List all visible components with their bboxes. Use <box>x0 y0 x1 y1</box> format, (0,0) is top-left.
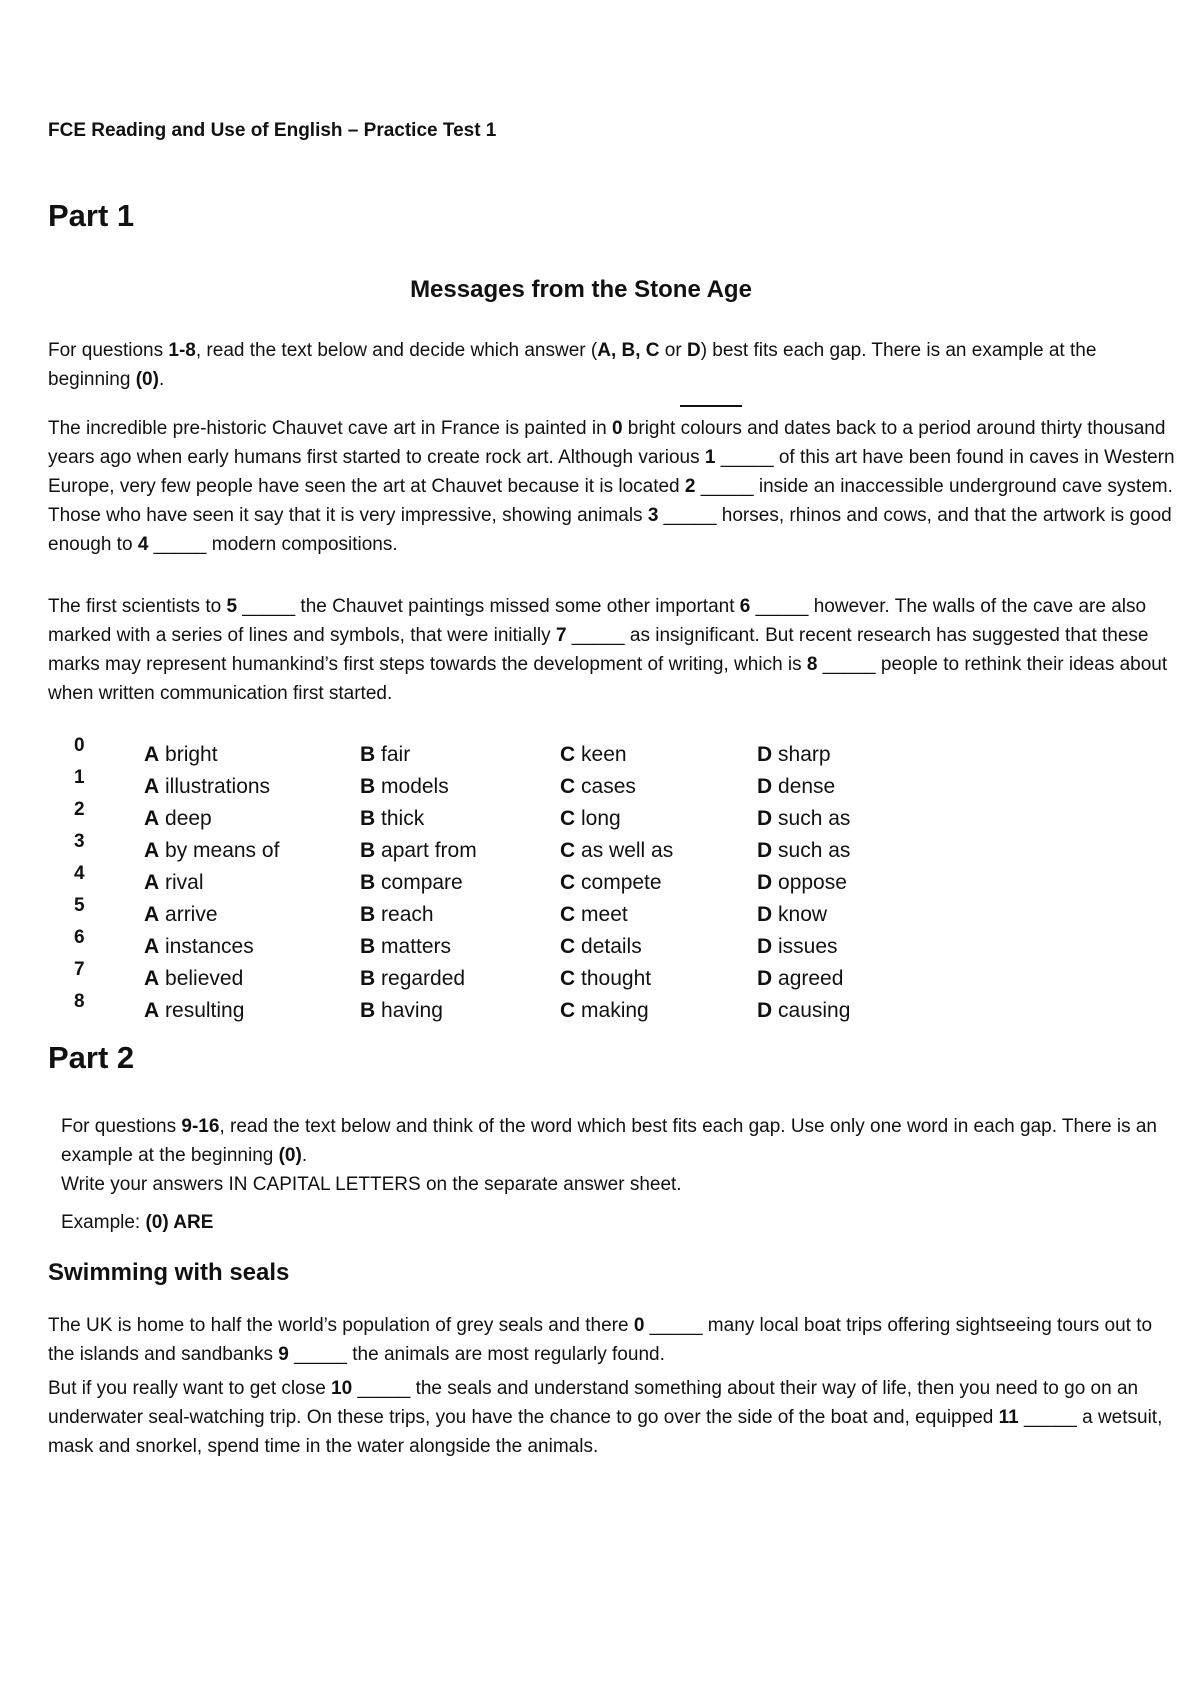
option-d: D oppose <box>757 871 847 894</box>
option-d: D issues <box>757 935 838 958</box>
question-number: 3 <box>74 831 85 852</box>
option-c: C cases <box>560 775 636 798</box>
part2-instructions: For questions 9-16, read the text below and think of the word which best fits each gap. Use only one word in each gap. There is an example at the beginning (0). Write your answers IN CAPITAL LETTERS on the separate answer sheet. <box>61 1116 1157 1195</box>
option-b: B having <box>360 999 443 1022</box>
part2-heading: Part 2 <box>48 1040 135 1075</box>
option-a: A instances <box>144 935 254 958</box>
option-d: D agreed <box>757 967 844 990</box>
option-a: A believed <box>144 967 244 990</box>
part1-story-title: Messages from the Stone Age <box>410 276 752 303</box>
part1-paragraph-2: The first scientists to 5 _____ the Chauvet paintings missed some other important 6 _____ however. The walls of the cave are also marked with a series of lines and symbols, that were initially 7 _____ as insignificant. But recent research has suggested that these marks may represent humankind’s first steps towards the development of writing, which is 8 _____ people to rethink their ideas about when written communication first started. <box>48 596 1168 704</box>
question-number-column <box>74 730 85 1018</box>
option-d: D sharp <box>757 743 831 766</box>
part1-paragraph-1: The incredible pre-historic Chauvet cave art in France is painted in 0 bright colours and dates back to a period around thirty thousand years ago when early humans first started to create rock art. Although various 1 _____ of this art have been found in caves in Western Europe, very few people have seen the art at Chauvet because it is located 2 _____ inside an inaccessible underground cave system. Those who have seen it say that it is very impressive, showing animals 3 _____ horses, rhinos and cows, and that the artwork is good enough to 4 _____ modern compositions. <box>48 418 1175 555</box>
option-b: B models <box>360 775 449 798</box>
option-c: C as well as <box>560 839 674 862</box>
option-a: A by means of <box>144 839 280 862</box>
question-number: 2 <box>74 799 85 820</box>
part1-heading: Part 1 <box>48 198 135 233</box>
part2-story-title: Swimming with seals <box>48 1259 290 1286</box>
option-c: C thought <box>560 967 652 990</box>
option-d: D causing <box>757 999 851 1022</box>
option-b: B apart from <box>360 839 477 862</box>
option-a: A rival <box>144 871 204 894</box>
option-d: D know <box>757 903 828 926</box>
option-d: D dense <box>757 775 836 798</box>
options-row <box>144 803 907 835</box>
option-b: B fair <box>360 743 411 766</box>
option-a: A arrive <box>144 903 218 926</box>
option-b: B matters <box>360 935 452 958</box>
question-number: 6 <box>74 927 85 948</box>
question-number: 0 <box>74 735 85 756</box>
question-number: 8 <box>74 991 85 1012</box>
option-a: A bright <box>144 743 218 766</box>
part2-paragraph-1: The UK is home to half the world’s population of grey seals and there 0 _____ many local boat trips offering sightseeing tours out to the islands and sandbanks 9 _____ the animals are most regularly found. <box>48 1315 1153 1365</box>
option-c: C making <box>560 999 649 1022</box>
option-b: B reach <box>360 903 434 926</box>
option-c: C long <box>560 807 621 830</box>
options-row <box>144 899 907 931</box>
options-row <box>144 867 907 899</box>
option-a: A illustrations <box>144 775 271 798</box>
answer-options-table <box>144 739 907 1027</box>
part2-paragraph-2: But if you really want to get close 10 _____ the seals and understand something about their way of life, then you need to go on an underwater seal-watching trip. On these trips, you have the chance to go over the side of the boat and, equipped 11 _____ a wetsuit, mask and snorkel, spend time in the water alongside the animals. <box>48 1378 1163 1457</box>
options-row <box>144 771 907 803</box>
part2-instructions-line2: Write your answers IN CAPITAL LETTERS on the separate answer sheet. <box>61 1174 682 1195</box>
part1-instructions: For questions 1-8, read the text below and decide which answer (A, B, C or D) best fits each gap. There is an example at the beginning (0). <box>48 340 1097 390</box>
option-c: C compete <box>560 871 662 894</box>
option-a: A deep <box>144 807 212 830</box>
options-row <box>144 835 907 867</box>
options-row <box>144 995 907 1027</box>
question-number: 7 <box>74 959 85 980</box>
option-c: C details <box>560 935 642 958</box>
options-row <box>144 739 907 771</box>
option-a: A resulting <box>144 999 245 1022</box>
part2-example: Example: (0) ARE <box>61 1212 214 1233</box>
question-number: 1 <box>74 767 85 788</box>
option-b: B regarded <box>360 967 466 990</box>
option-c: C keen <box>560 743 627 766</box>
option-b: B compare <box>360 871 463 894</box>
question-number: 4 <box>74 863 85 884</box>
example-answer-line <box>680 405 742 407</box>
options-row <box>144 963 907 995</box>
question-number: 5 <box>74 895 85 916</box>
option-d: D such as <box>757 807 851 830</box>
options-row <box>144 931 907 963</box>
option-c: C meet <box>560 903 628 926</box>
option-d: D such as <box>757 839 851 862</box>
option-b: B thick <box>360 807 425 830</box>
document-title: FCE Reading and Use of English – Practice Test 1 <box>48 120 497 141</box>
